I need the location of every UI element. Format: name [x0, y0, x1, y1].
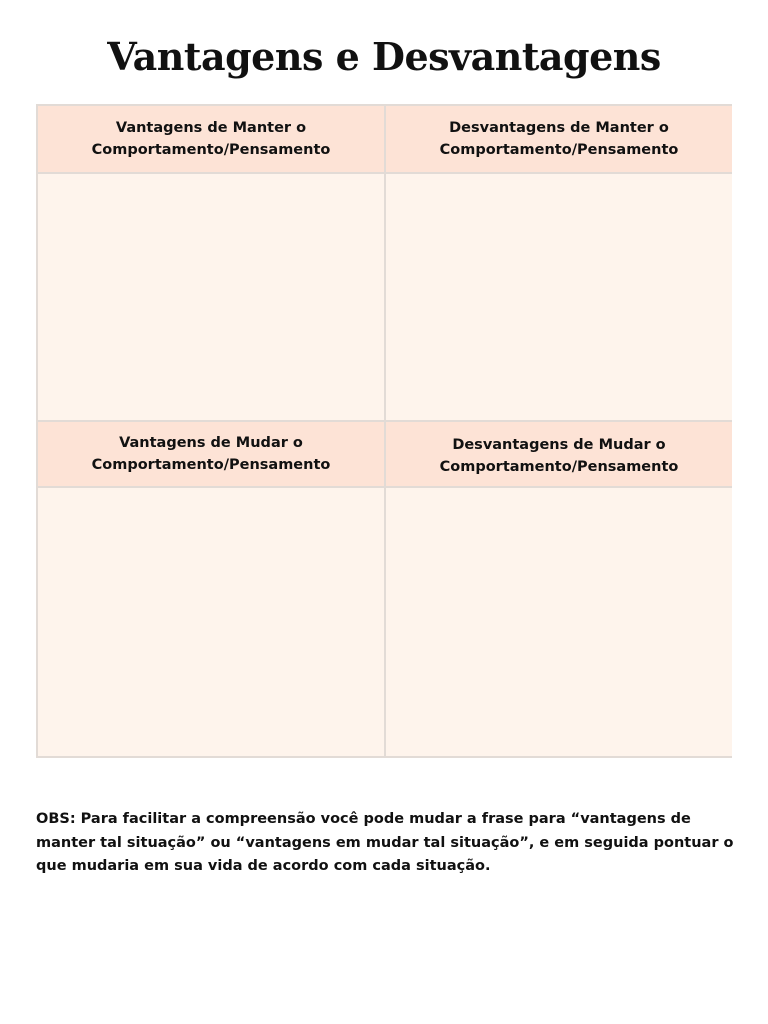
header-disadvantages-change-line1: Desvantagens de Mudar o [452, 437, 666, 453]
header-advantages-keep-line1: Vantagens de Manter o [115, 120, 307, 136]
header-disadvantages-keep [386, 106, 732, 172]
cell-advantages-keep[interactable] [38, 174, 384, 420]
header-advantages-change-line1: Vantagens de Mudar o [119, 435, 303, 451]
observation-note: OBS: Para facilitar a compreensão você pode mudar a frase para “vantagens de manter tal situação” ou “vantagens em mudar tal situação”, e em seguida pontuar o que mudaria em sua vida de acordo com cada situação. [36, 811, 734, 874]
header-disadvantages-keep-line2: Comportamento/Pensamento [439, 142, 679, 158]
header-advantages-keep [38, 106, 384, 172]
header-advantages-change [38, 422, 384, 486]
cell-disadvantages-keep[interactable] [386, 174, 732, 420]
grid-divider-row1-header [38, 172, 730, 174]
header-disadvantages-keep-line1: Desvantagens de Manter o [449, 120, 669, 136]
header-disadvantages-change [386, 422, 732, 486]
cell-disadvantages-change[interactable] [386, 488, 732, 756]
grid-divider-row2-header [38, 486, 730, 488]
cell-advantages-change[interactable] [38, 488, 384, 756]
page-title: Vantagens e Desvantagens [107, 34, 661, 79]
header-advantages-keep-line2: Comportamento/Pensamento [91, 142, 331, 158]
header-advantages-change-line2: Comportamento/Pensamento [91, 457, 331, 473]
header-disadvantages-change-line2: Comportamento/Pensamento [439, 459, 679, 475]
grid-divider-vertical [384, 106, 386, 756]
grid-divider-middle [38, 420, 730, 422]
pros-cons-grid [36, 104, 732, 758]
